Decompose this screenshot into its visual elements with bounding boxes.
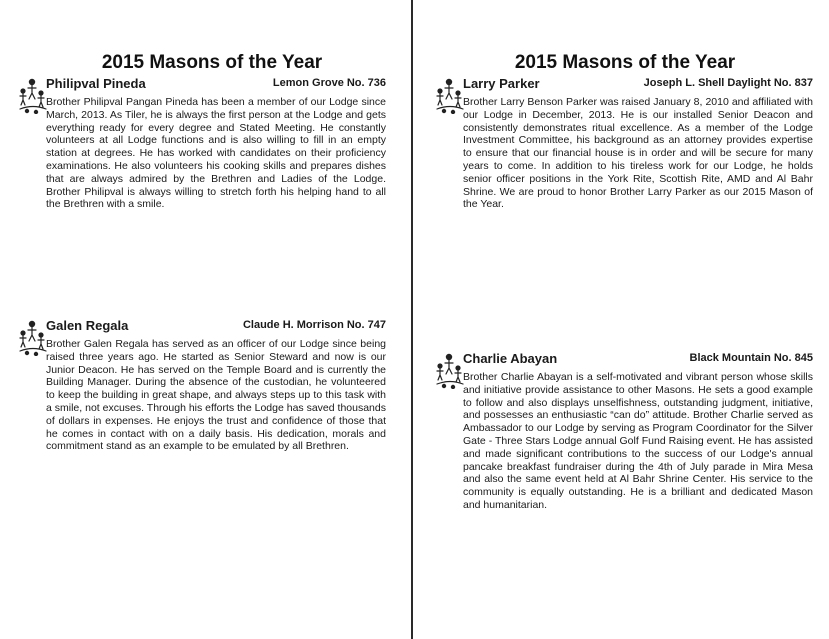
lodge-name: Lemon Grove No. 736	[272, 77, 386, 89]
entry-text: Brother Galen Regala has served as an officer of our Lodge since being raised three years ago. He started as Senior Steward and now is our Junior Deacon. He has served on the Temple Board and is currently the Building Manager. During the absence of the custodian, he volunteered to keep the building in great shape, and always steps up to this task with a smile, not excuses. Through his efforts the Lodge has saved thousands of dollars in expenses. He enjoys the trust and confidence of those that he comes in contact with on a daily basis. His dedication, morals and commitment stand as an example to be emulated by all Brethren.	[46, 338, 386, 453]
entry-text: Brother Philipval Pangan Pineda has been a member of our Lodge since March, 2013. As Tiler, he is always the first person at the Lodge and gets everything ready for every degree and Stated Meeting. He constantly volunteers at all Lodge functions and is also willing to fill in an empty station at degrees. He has worked with candidates on their proficiency examinations. He also volunteers his cooking skills and prepares dishes that are always admired by the Brethren and Ladies of the Lodge. Brother Philipval is always willing to stretch forth his helping hand to all the Brethren with a smile.	[46, 96, 386, 211]
entry-header	[46, 318, 386, 336]
left-page	[0, 0, 410, 639]
page-divider	[411, 0, 413, 639]
masonic-people-logo-icon	[18, 320, 48, 356]
entry-header	[463, 76, 813, 94]
lodge-name: Joseph L. Shell Daylight No. 837	[643, 77, 813, 89]
mason-name: Charlie Abayan	[463, 351, 558, 366]
right-page	[415, 0, 829, 639]
lodge-name: Claude H. Morrison No. 747	[242, 319, 386, 331]
page-title: 2015 Masons of the Year	[514, 52, 736, 73]
mason-name: Galen Regala	[46, 318, 129, 333]
page-title: 2015 Masons of the Year	[101, 52, 323, 73]
lodge-name: Black Mountain No. 845	[689, 352, 813, 364]
masonic-people-logo-icon	[18, 78, 48, 114]
entry-header	[46, 76, 386, 94]
masonic-people-logo-icon	[435, 353, 465, 389]
entry-text: Brother Larry Benson Parker was raised January 8, 2010 and affiliated with our Lodge in December, 2013. He is our installed Senior Deacon and consistently demonstrates ritual excellence. As a member of the Lodge Investment Committee, his background as an attorney provides expertise to ensure that our financial house is in order and will be secure for many years to come. In addition to his tireless work for our Lodge, he holds senior officer positions in the York Rite, Scottish Rite, AMD and Al Bahr Shrine. We are proud to honor Brother Larry Parker as our 2015 Mason of the Year.	[463, 96, 813, 211]
mason-name: Larry Parker	[463, 76, 540, 91]
entry-header	[463, 351, 813, 369]
mason-name: Philipval Pineda	[46, 76, 146, 91]
masonic-people-logo-icon	[435, 78, 465, 114]
entry-text: Brother Charlie Abayan is a self-motivated and vibrant person whose skills and initiative provide assistance to other Masons. He sets a good example to follow and also displays unselfishness, outstanding judgment, initiative, and possesses an enthusiastic “can do” attitude. Brother Charlie served as Ambassador to our Lodge by serving as Program Coordinator for the Silver Gate - Three Stars Lodge annual Golf Fund Raising event. He has assisted and made significant contributions to the success of our Lodge's annual pancake breakfast fundraiser during the 4th of July parade in Mira Mesa and also the same event held at Al Bahr Shrine Center. His service to the community is equally outstanding. He is a brilliant and dedicated Mason and humanitarian.	[463, 371, 813, 511]
